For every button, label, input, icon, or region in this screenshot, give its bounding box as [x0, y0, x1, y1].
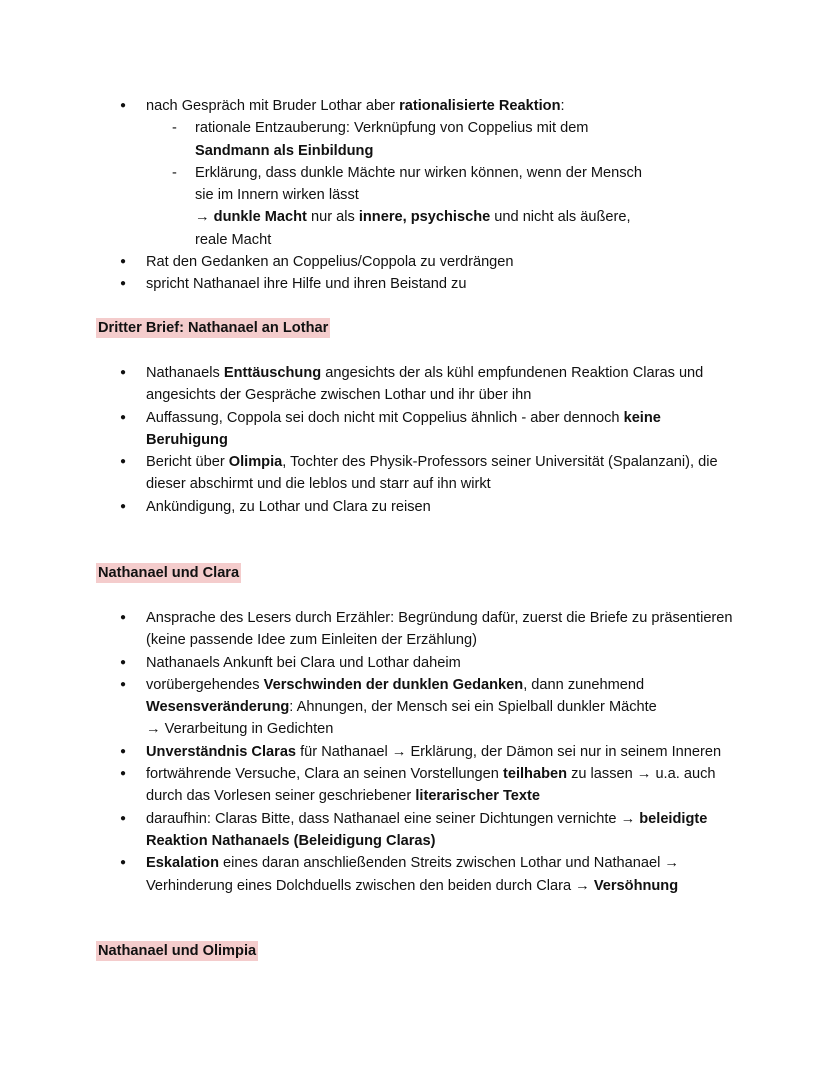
section-heading: Dritter Brief: Nathanael an Lothar — [98, 320, 329, 336]
list-item: ● fortwährende Versuche, Clara an seinen Vorstellungen teilhaben zu lassen → u.a. auch durch das Vorlesen seiner geschriebener literarischer Texte — [0, 763, 828, 808]
section1-list — [0, 95, 828, 296]
list-item: ● Ankündigung, zu Lothar und Clara zu reisen — [0, 496, 828, 518]
section-heading: Nathanael und Olimpia — [98, 943, 257, 959]
list-item: ● Ansprache des Lesers durch Erzähler: Begründung dafür, zuerst die Briefe zu präsentieren (keine passende Idee zum Einleiten der Erzählung) — [0, 607, 828, 652]
list-item: ● daraufhin: Claras Bitte, dass Nathanael eine seiner Dichtungen vernichte → beleidigte Reaktion Nathanaels (Beleidigung Claras) — [0, 808, 828, 853]
continuation-line: → dunkle Macht nur als innere, psychische und nicht als äußere, reale Macht — [195, 209, 631, 248]
list-item: ● Unverständnis Claras für Nathanael → Erklärung, der Dämon sei nur in seinem Inneren — [0, 741, 828, 763]
section2-list — [0, 362, 828, 518]
list-item: ● Bericht über Olimpia, Tochter des Physik-Professors seiner Universität (Spalanzani), die dieser abschirmt und die leblos und starr auf ihn wirkt — [0, 451, 828, 496]
list-item: ● Rat den Gedanken an Coppelius/Coppola zu verdrängen — [0, 251, 828, 273]
section3-list — [0, 607, 828, 897]
list-item: ● spricht Nathanael ihre Hilfe und ihren Beistand zu — [0, 273, 828, 295]
section-heading: Nathanael und Clara — [98, 565, 240, 581]
list-item: ● nach Gespräch mit Bruder Lothar aber rationalisierte Reaktion: - rationale Entzauberung: Verknüpfung von Coppelius mit dem Sandmann als Einbildung - Erklärung, dass dunkle Mächte nur wirken können, wenn der Mensch sie im Innern wirken lässt → dunkle Macht nur als innere, psychische und nicht als äußere, reale Macht — [0, 95, 828, 251]
sub-list-item: - rationale Entzauberung: Verknüpfung von Coppelius mit dem Sandmann als Einbildung — [0, 117, 740, 162]
list-item: ● vorübergehendes Verschwinden der dunklen Gedanken, dann zunehmend Wesensveränderung: Ahnungen, der Mensch sei ein Spielball dunkler Mächte → Verarbeitung in Gedichten — [0, 674, 828, 741]
sub-list-item: - Erklärung, dass dunkle Mächte nur wirken können, wenn der Mensch sie im Innern wirken lässt → dunkle Macht nur als innere, psychische und nicht als äußere, reale Macht — [0, 162, 740, 251]
continuation-line: → Verarbeitung in Gedichten — [146, 721, 334, 738]
list-item: ● Nathanaels Ankunft bei Clara und Lothar daheim — [0, 652, 828, 674]
list-item: ● Nathanaels Enttäuschung angesichts der als kühl empfundenen Reaktion Claras und angesichts der Gespräche zwischen Lothar und ihr über ihn — [0, 362, 828, 407]
list-item: ● Eskalation eines daran anschließenden Streits zwischen Lothar und Nathanael → Verhinderung eines Dolchduells zwischen den beiden durch Clara → Versöhnung — [0, 852, 828, 897]
sub-list — [0, 117, 740, 251]
list-item: ● Auffassung, Coppola sei doch nicht mit Coppelius ähnlich - aber dennoch keine Beruhigung — [0, 407, 828, 452]
